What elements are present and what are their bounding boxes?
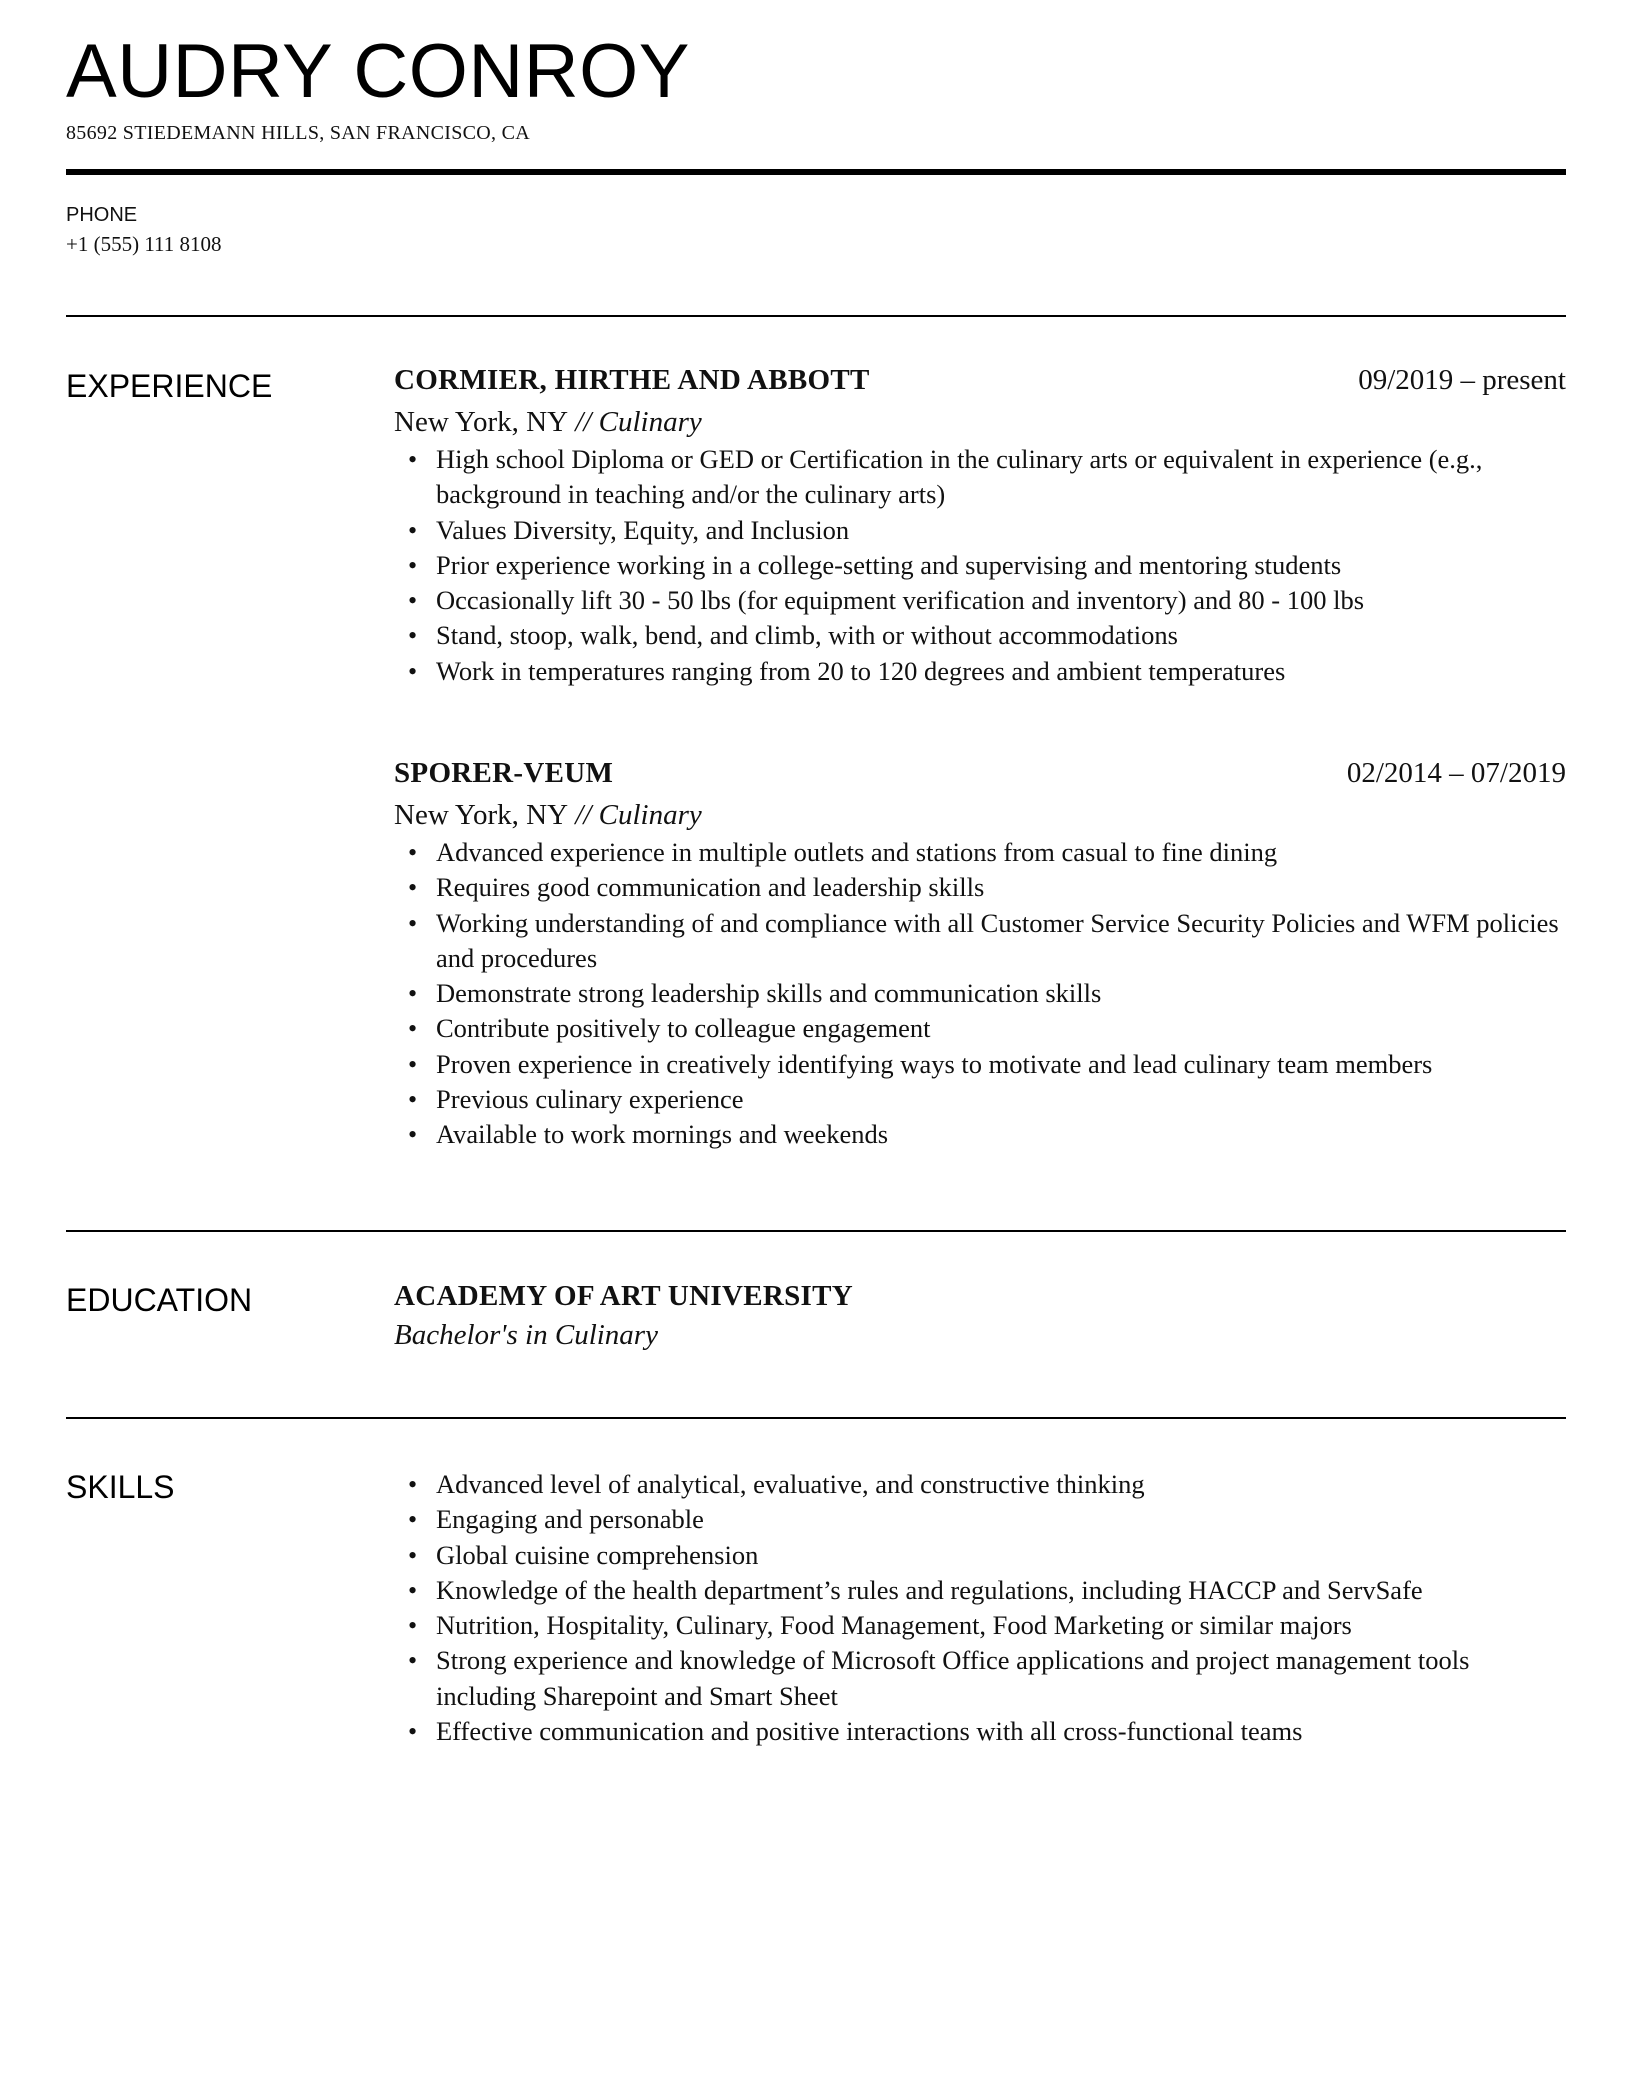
education-content <box>394 1277 1566 1355</box>
list-item: • Demonstrate strong leadership skills and communication skills <box>394 976 1566 1011</box>
list-item: • Advanced level of analytical, evaluative, and constructive thinking <box>394 1467 1566 1502</box>
job-location-role <box>394 402 1566 442</box>
skills-content <box>394 1467 1566 1749</box>
job-location-role <box>394 795 1566 835</box>
job-dates: 09/2019 – present <box>1358 364 1566 396</box>
job-bullet-list <box>394 442 1566 689</box>
list-item: • Available to work mornings and weekends <box>394 1117 1566 1152</box>
job-dates: 02/2014 – 07/2019 <box>1346 757 1566 789</box>
list-item: • Knowledge of the health department’s rules and regulations, including HACCP and ServSafe <box>394 1573 1566 1608</box>
education-degree: Bachelor's in Culinary <box>394 1319 658 1351</box>
job-bullet-list <box>394 835 1566 1153</box>
contact-divider <box>66 315 1566 317</box>
experience-content-2 <box>394 757 1566 1153</box>
list-item: • High school Diploma or GED or Certification in the culinary arts or equivalent in experience (e.g., background in teaching and/or the culinary arts) <box>394 442 1566 513</box>
header-divider <box>66 169 1566 175</box>
list-item: • Advanced experience in multiple outlets and stations from casual to fine dining <box>394 835 1566 870</box>
job-role: Culinary <box>598 406 702 438</box>
job-location: New York, NY <box>394 799 569 831</box>
list-item: • Working understanding of and compliance with all Customer Service Security Policies and WFM policies and procedures <box>394 906 1566 977</box>
list-item: • Effective communication and positive interactions with all cross-functional teams <box>394 1714 1566 1749</box>
experience-content <box>394 364 1566 689</box>
list-item: • Engaging and personable <box>394 1502 1566 1537</box>
skills-section-title: SKILLS <box>66 1469 175 1505</box>
list-item: • Prior experience working in a college-setting and supervising and mentoring students <box>394 548 1566 583</box>
job-separator: // <box>568 799 599 831</box>
experience-divider <box>66 1230 1566 1232</box>
resume-page <box>66 0 1566 2098</box>
list-item: • Occasionally lift 30 - 50 lbs (for equipment verification and inventory) and 80 - 100 lbs <box>394 583 1566 618</box>
job-entry <box>394 364 1566 689</box>
experience-section-title: EXPERIENCE <box>66 368 273 404</box>
phone-value: +1 (555) 111 8108 <box>66 232 222 256</box>
list-item: • Nutrition, Hospitality, Culinary, Food Management, Food Marketing or similar majors <box>394 1608 1566 1643</box>
phone-label: PHONE <box>66 204 138 226</box>
list-item: • Previous culinary experience <box>394 1082 1566 1117</box>
list-item: • Global cuisine comprehension <box>394 1538 1566 1573</box>
education-section-title: EDUCATION <box>66 1282 253 1318</box>
candidate-name: AUDRY CONROY <box>66 29 690 114</box>
list-item: • Contribute positively to colleague engagement <box>394 1011 1566 1046</box>
job-company: CORMIER, HIRTHE AND ABBOTT <box>394 364 870 396</box>
education-school: ACADEMY OF ART UNIVERSITY <box>394 1280 853 1312</box>
candidate-address: 85692 STIEDEMANN HILLS, SAN FRANCISCO, CA <box>66 122 530 144</box>
list-item: • Requires good communication and leadership skills <box>394 870 1566 905</box>
list-item: • Proven experience in creatively identifying ways to motivate and lead culinary team members <box>394 1047 1566 1082</box>
skills-list <box>394 1467 1566 1749</box>
job-separator: // <box>568 406 599 438</box>
list-item: • Values Diversity, Equity, and Inclusion <box>394 513 1566 548</box>
job-entry <box>394 757 1566 1153</box>
job-company: SPORER-VEUM <box>394 757 614 789</box>
job-location: New York, NY <box>394 406 569 438</box>
list-item: • Work in temperatures ranging from 20 to 120 degrees and ambient temperatures <box>394 654 1566 689</box>
education-divider <box>66 1417 1566 1419</box>
job-role: Culinary <box>598 799 702 831</box>
list-item: • Stand, stoop, walk, bend, and climb, with or without accommodations <box>394 618 1566 653</box>
list-item: • Strong experience and knowledge of Microsoft Office applications and project management tools including Sharepoint and Smart Sheet <box>394 1643 1566 1714</box>
